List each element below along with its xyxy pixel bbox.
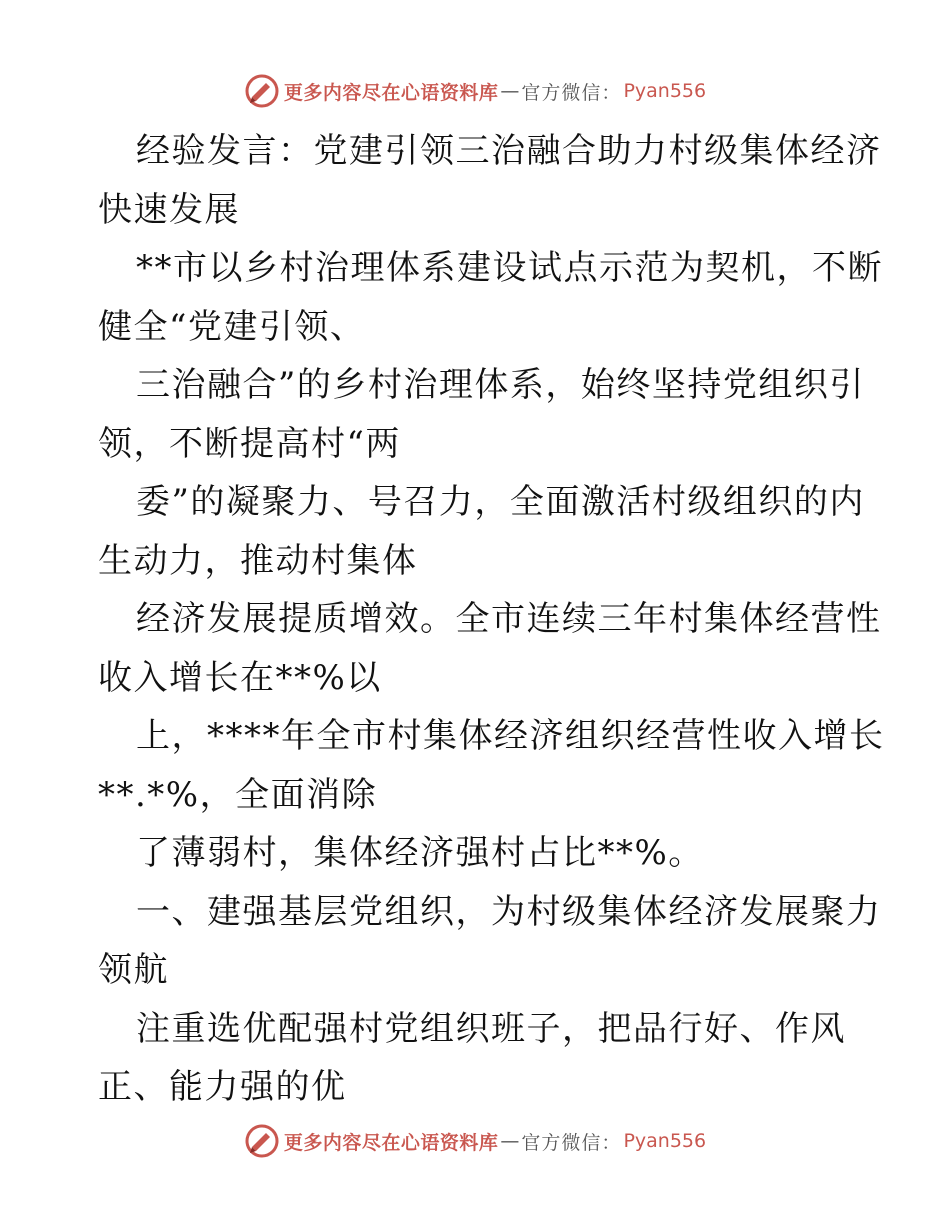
document-body <box>98 122 885 1117</box>
banner-dash: — <box>500 80 520 102</box>
banner-brand-text: 更多内容尽在心语资料库 <box>283 81 499 104</box>
red-pen-logo-icon <box>244 1123 280 1159</box>
paragraph <box>98 1000 858 1117</box>
text-line: 领，不断提高村“两 <box>98 423 401 464</box>
document-title <box>98 122 882 239</box>
banner-wechat-label: 官方微信： <box>521 81 622 104</box>
text-line: 经济发展提质增效。全市连续三年村集体经营性 <box>136 599 882 639</box>
banner-dash: — <box>500 1130 520 1152</box>
footer-banner <box>0 1121 950 1161</box>
text-line: 生动力，推动村集体 <box>98 540 418 581</box>
paragraph <box>98 239 883 356</box>
text-line: 委”的凝聚力、号召力，全面激活村级组织的内 <box>136 482 865 522</box>
text-line: **市以乡村治理体系建设试点示范为契机，不断 <box>136 248 883 288</box>
text-line: 三治融合”的乡村治理体系，始终坚持党组织引 <box>136 365 865 405</box>
text-line: 注重选优配强村党组织班子，把品行好、作风 <box>136 1008 846 1049</box>
header-banner <box>0 71 950 111</box>
section-heading <box>98 883 882 1000</box>
text-line: 领航 <box>98 950 169 990</box>
text-line: **.*%，全面消除 <box>98 774 378 815</box>
paragraph <box>98 707 885 824</box>
text-line: 经验发言：党建引领三治融合助力村级集体经济 <box>136 131 882 171</box>
text-line: 快速发展 <box>98 189 240 230</box>
paragraph <box>98 473 865 590</box>
red-pen-logo-icon <box>244 73 280 109</box>
text-line: 一、建强基层党组织，为村级集体经济发展聚力 <box>136 891 882 932</box>
banner-wechat-id: Pyan556 <box>623 1130 707 1152</box>
banner-brand-text: 更多内容尽在心语资料库 <box>283 1131 499 1154</box>
text-line: 正、能力强的优 <box>98 1067 347 1107</box>
paragraph <box>98 356 865 473</box>
text-line: 健全“党建引领、 <box>98 306 366 347</box>
text-line: 收入增长在**%以 <box>98 657 382 698</box>
banner-wechat-id: Pyan556 <box>623 80 707 102</box>
paragraph <box>98 824 858 883</box>
text-line: 上，****年全市村集体经济组织经营性收入增长 <box>136 716 885 756</box>
banner-wechat-label: 官方微信： <box>521 1131 622 1154</box>
text-line: 了薄弱村，集体经济强村占比**%。 <box>136 833 704 873</box>
paragraph <box>98 590 882 707</box>
